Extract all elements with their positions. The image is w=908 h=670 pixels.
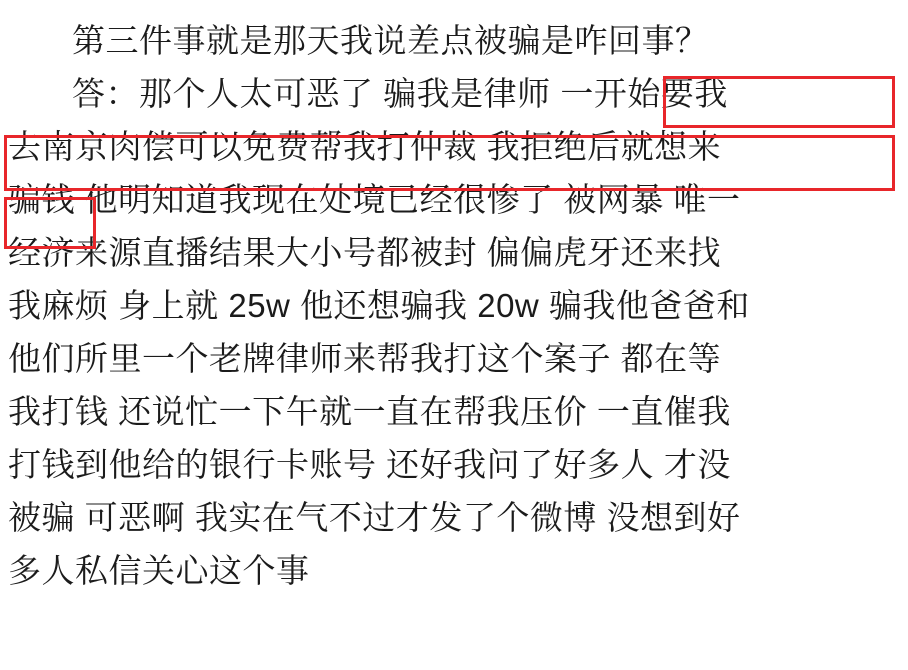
- text-line: 第三件事就是那天我说差点被骗是咋回事？: [72, 22, 709, 59]
- text-line: 经济来源直播结果大小号都被封 偏偏虎牙还来找: [8, 234, 722, 271]
- text-line: 答：那个人太可恶了 骗我是律师 一开始要我: [72, 75, 728, 112]
- text-line: 被骗 可恶啊 我实在气不过才发了个微博 没想到好: [8, 499, 741, 536]
- text-line: 我打钱 还说忙一下午就一直在帮我压价 一直催我: [8, 393, 731, 430]
- text-line: 打钱到他给的银行卡账号 还好我问了好多人 才没: [8, 446, 731, 483]
- text-line: 我麻烦 身上就 25w 他还想骗我 20w 骗我他爸爸和: [8, 287, 750, 324]
- text-line: 骗钱 他明知道我现在处境已经很惨了 被网暴 唯一: [8, 181, 741, 218]
- text-line: 去南京肉偿可以免费帮我打仲裁 我拒绝后就想来: [8, 128, 722, 165]
- document-text-body: [0, 14, 908, 597]
- text-line: 多人私信关心这个事: [8, 552, 310, 589]
- text-line: 他们所里一个老牌律师来帮我打这个案子 都在等: [8, 340, 722, 377]
